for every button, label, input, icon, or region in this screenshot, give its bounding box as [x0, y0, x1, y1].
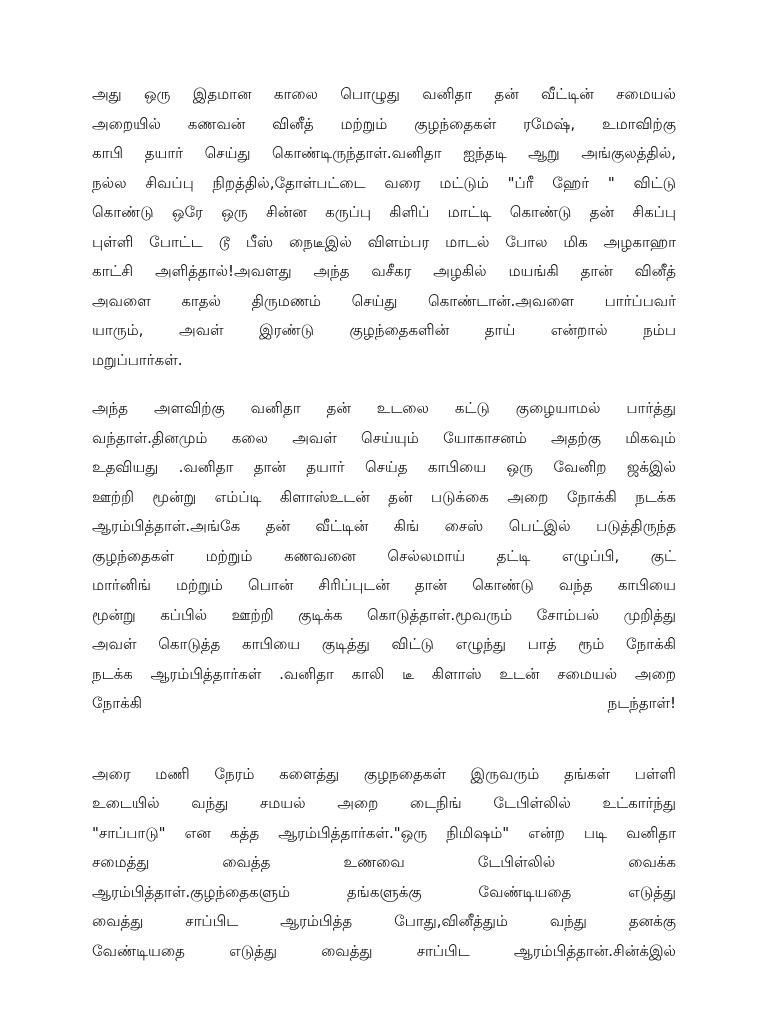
- text-line: குழந்தைகள் மற்றும் கணவனை செல்லமாய் தட்டி எழுப்பி, குட்: [92, 546, 676, 565]
- document-page: [92, 80, 676, 966]
- text-line: உடையில் வந்து சமயல் அறை டைநிங் டேபிள்லில் உட்கார்ந்து: [92, 794, 676, 812]
- text-line: மார்னிங் மற்றும் பொன் சிரிப்புடன் தான் கொண்டு வந்த காபியை: [92, 576, 676, 594]
- text-line: புள்ளி போட்ட டூ பீஸ் நைடீஇல் விளம்பர மாடல் போல மிக அழகாஹா: [92, 232, 676, 251]
- text-line: யாரும், அவள் இரண்டு குழந்தைகளின் தாய் என்றால் நம்ப: [92, 321, 676, 339]
- text-line: கொண்டு ஒரே ஒரு சின்ன கருப்பு கிளிப் மாட்டி கொண்டு தன் சிகப்பு: [92, 203, 676, 221]
- text-line: ஊற்றி மூன்று எம்ப்டி கிளாஸ்உடன் தன் படுக்கை அறை நோக்கி நடக்க: [92, 487, 676, 506]
- text-line: அரை மணி நேரம் களைத்து குழநதைகள் இருவரும் தங்கள் பள்ளி: [92, 764, 676, 783]
- text-line: மூன்று கப்பில் ஊற்றி குடிக்க கொடுத்தாள்.மூவரும் சோம்பல் முறித்து: [92, 605, 676, 624]
- text-line: உதவியது .வனிதா தான் தயார் செய்த காபியை ஒரு வேனிற ஜக்இல்: [92, 458, 676, 476]
- text-line: சமைத்து வைத்த உணவை டேபிள்லில் வைக்க: [92, 853, 676, 871]
- text-line: காபி தயார் செய்து கொண்டிருந்தாள்.வனிதா ஐந்தடி ஆறு அங்குலத்தில்,: [92, 144, 676, 162]
- text-line: காட்சி அளித்தால்!அவளது அந்த வசீகர அழகில் மயங்கி தான் வினீத்: [92, 262, 676, 280]
- text-line: அவள் கொடுத்த காபியை குடித்து விட்டு எழுந்து பாத் ரூம் நோக்கி: [92, 635, 676, 653]
- text-line: ஆரம்பித்தாள்.குழந்தைகளும் தங்களுக்கு வேண்டியதை எடுத்து: [92, 882, 676, 901]
- text-line: "சாப்பாடு" என கத்த ஆரம்பித்தார்கள்."ஒரு நிமிஷம்" என்ற படி வனிதா: [92, 823, 676, 842]
- text-line: அறையில் கணவன் வினீத் மற்றும் குழந்தைகள் ரமேஷ், உமாவிற்கு: [92, 114, 676, 133]
- text-line: நல்ல சிவப்பு நிறத்தில்,தோள்பட்டை வரை மட்டும் "ப்ரீ ஹேர் " விட்டு: [92, 173, 676, 192]
- split-line-right: நடந்தாள்!: [607, 694, 676, 712]
- text-line: மறுப்பார்கள்.: [92, 350, 183, 369]
- text-line: ஆரம்பித்தாள்.அங்கே தன் வீட்டின் கிங் சைஸ் பெட்இல் படுத்திருந்த: [92, 517, 676, 535]
- text-line: நடக்க ஆரம்பித்தார்கள் .வனிதா காலி டீ கிளாஸ் உடன் சமையல் அறை: [92, 664, 676, 683]
- text-line: அவளை காதல் திருமணம் செய்து கொண்டான்.அவளை பார்ப்பவர்: [92, 291, 676, 310]
- text-line-split: [92, 689, 676, 719]
- text-line: வந்தாள்.தினமும் கலை அவள் செய்யும் யோகாசனம் அதற்கு மிகவும்: [92, 428, 676, 447]
- paragraph-3: [92, 760, 676, 967]
- split-line-left: நோக்கி: [92, 694, 142, 712]
- text-line: வேண்டியதை எடுத்து வைத்து சாப்பிட ஆரம்பித்தான்.சின்க்இல்: [92, 941, 676, 960]
- paragraph-2: [92, 394, 676, 719]
- text-line: அது ஒரு இதமான காலை பொழுது வனிதா தன் வீட்டின் சமையல்: [92, 85, 676, 103]
- paragraph-1: [92, 80, 676, 375]
- text-line: வைத்து சாப்பிட ஆரம்பித்த போது,வினீத்தும் வந்து தனக்கு: [92, 912, 676, 930]
- text-line: அந்த அளவிற்கு வனிதா தன் உடலை கட்டு குழையாமல் பார்த்து: [92, 399, 676, 417]
